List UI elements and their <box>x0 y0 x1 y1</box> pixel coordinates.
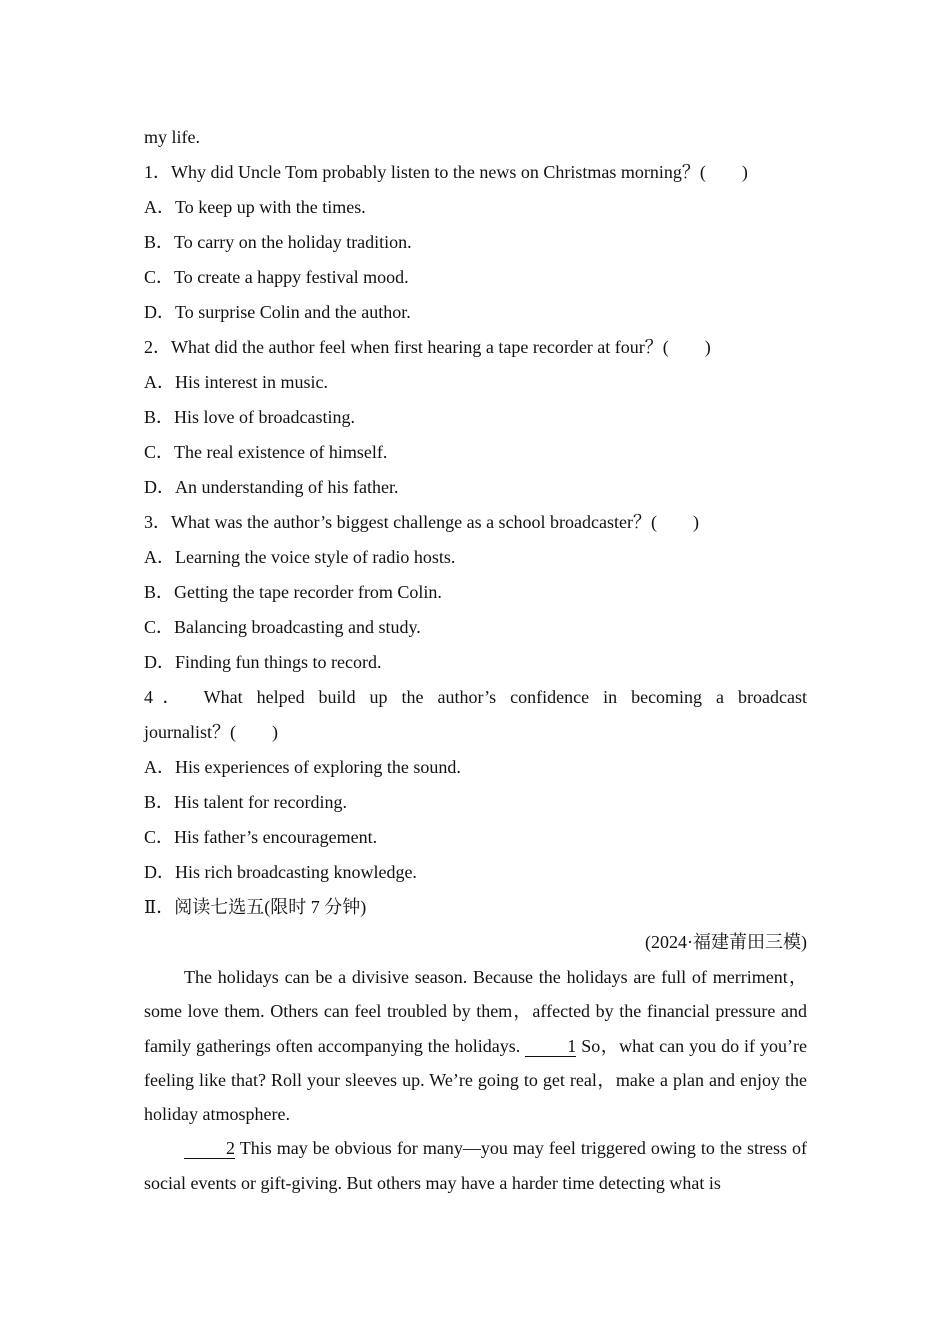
option-c: C．To create a happy festival mood. <box>144 267 409 287</box>
question-stem: 1．Why did Uncle Tom probably listen to the news on Christmas morning？( ) <box>144 162 748 182</box>
option-b: B．His love of broadcasting. <box>144 407 355 427</box>
question-stem-line-2: journalist？( ) <box>144 722 278 742</box>
option-b: B．His talent for recording. <box>144 792 347 812</box>
option-c: C．Balancing broadcasting and study. <box>144 617 421 637</box>
option-d: D．An understanding of his father. <box>144 477 399 497</box>
paragraph-text: So，what can you do if you’re feeling like that? Roll your sleeves up. We’re going to get real，make a plan and enjoy the holiday atmosphere. <box>144 1035 807 1125</box>
answer-blank-2[interactable]: 2 <box>184 1138 235 1159</box>
page-content <box>144 120 807 1200</box>
question-1 <box>144 155 807 330</box>
option-b: B．Getting the tape recorder from Colin. <box>144 582 442 602</box>
option-d: D．His rich broadcasting knowledge. <box>144 862 417 882</box>
option-d: D．Finding fun things to record. <box>144 652 382 672</box>
paragraph-text: This may be obvious for many—you may feel triggered owing to the stress of social events or gift-giving. But others may have a harder time detecting what is <box>144 1138 807 1193</box>
section-heading: Ⅱ．阅读七选五(限时 7 分钟) <box>144 897 367 917</box>
option-d: D．To surprise Colin and the author. <box>144 302 411 322</box>
option-a: A．His interest in music. <box>144 372 328 392</box>
option-b: B．To carry on the holiday tradition. <box>144 232 412 252</box>
question-4 <box>144 680 807 890</box>
answer-blank-1[interactable]: 1 <box>525 1036 576 1057</box>
source-citation: (2024·福建莆田三模) <box>645 932 807 952</box>
option-c: C．The real existence of himself. <box>144 442 388 462</box>
question-stem-line-1: 4． What helped build up the author’s confidence in becoming a broadcast <box>144 687 807 707</box>
option-c: C．His father’s encouragement. <box>144 827 378 847</box>
intro-tail-text: my life. <box>144 127 200 147</box>
passage-paragraph-2 <box>144 1131 807 1200</box>
option-a: A．Learning the voice style of radio hosts. <box>144 547 456 567</box>
passage-paragraph-1 <box>144 960 807 1131</box>
option-a: A．His experiences of exploring the sound. <box>144 757 461 777</box>
question-stem: 2．What did the author feel when first hearing a tape recorder at four？( ) <box>144 337 711 357</box>
option-a: A．To keep up with the times. <box>144 197 366 217</box>
paragraph-text: The holidays can be a divisive season. Because the holidays are full of merriment，some love them. Others can feel troubled by them，affected by the financial pressure and family gatherings often accompanying the holidays. <box>144 967 807 1056</box>
question-2 <box>144 330 807 505</box>
question-3 <box>144 505 807 680</box>
question-stem: 3．What was the author’s biggest challenge as a school broadcaster？( ) <box>144 512 699 532</box>
